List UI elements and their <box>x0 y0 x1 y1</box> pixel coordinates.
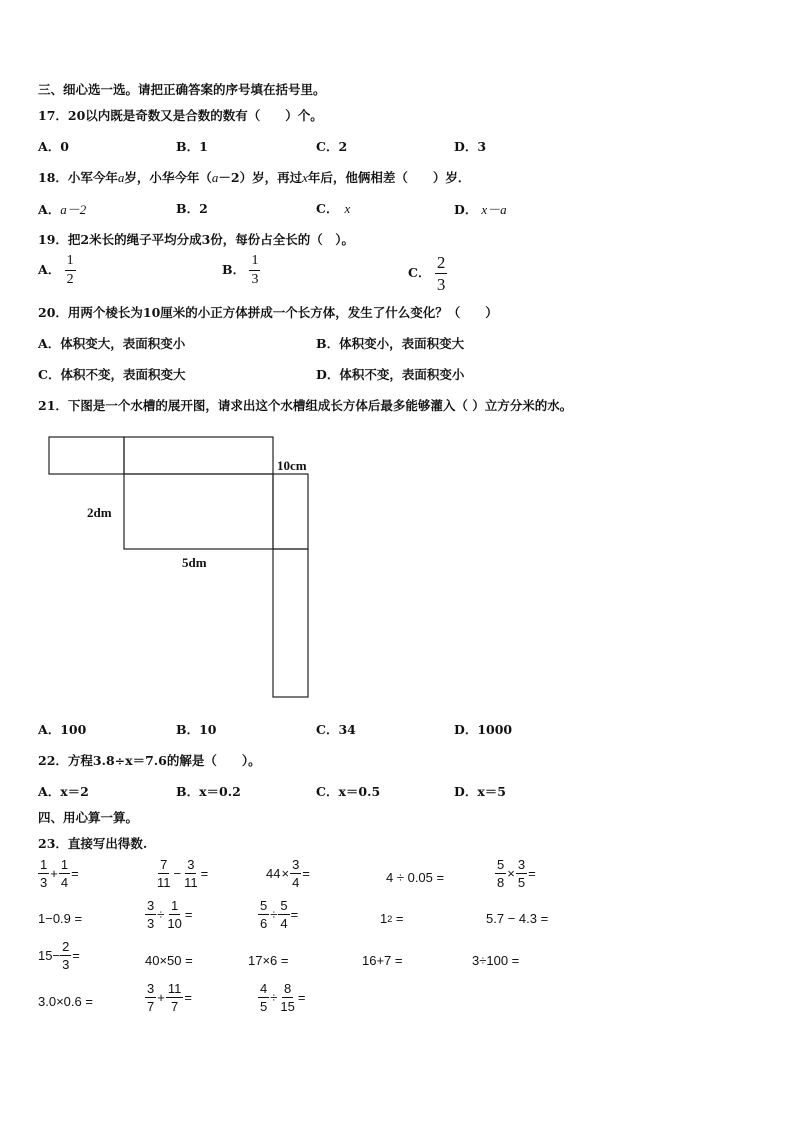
operator: × <box>281 866 290 881</box>
q18-option-a-letter: A． <box>38 202 61 217</box>
fraction-numerator: 5 <box>280 898 288 913</box>
fraction-denominator: 4 <box>280 916 288 931</box>
question-19-stem: 19．把2米长的绳子平均分成3份，每份占全长的（ ）。 <box>38 232 355 247</box>
q18-var-x: x <box>302 170 308 185</box>
power-exponent: 2 <box>387 913 393 924</box>
calc-item <box>145 982 193 1013</box>
fraction-denominator: 15 <box>280 999 295 1014</box>
fraction <box>278 899 289 930</box>
label-length: 5dm <box>182 555 207 570</box>
calc-item <box>38 858 80 889</box>
q22-option-a: A．x＝2 <box>38 784 89 799</box>
q18-option-a <box>38 199 86 218</box>
calc-item <box>258 899 299 930</box>
label-height: 10cm <box>277 458 307 473</box>
fraction-denominator: 3 <box>147 916 155 931</box>
fraction-denominator: 3 <box>40 875 48 890</box>
operator: ÷ <box>270 907 278 922</box>
section-title-4: 四、用心算一算。 <box>38 810 139 825</box>
fraction-numerator: 1 <box>170 898 179 913</box>
fraction-denominator: 5 <box>517 875 526 890</box>
fraction-denominator: 2 <box>66 272 74 287</box>
q17-option-c: C．2 <box>316 139 348 154</box>
q17-option-b: B．1 <box>176 139 208 154</box>
q17-option-a: A．0 <box>38 139 69 154</box>
q19-option-c-fraction <box>435 254 448 293</box>
q21-option-c: C．34 <box>316 722 356 737</box>
fraction-denominator: 11 <box>157 875 171 890</box>
fraction-numerator: 3 <box>187 857 195 872</box>
fraction-denominator: 3 <box>436 275 446 294</box>
fraction <box>145 899 156 930</box>
question-22-stem: 22．方程3.8÷x＝7.6的解是（ ）。 <box>38 753 261 768</box>
equals-sign: = <box>184 907 193 922</box>
fraction-numerator: 2 <box>436 253 446 272</box>
water-tank-net-diagram <box>30 425 330 705</box>
q20-option-a: A．体积变大，表面积变小 <box>38 336 186 351</box>
net-right-face <box>273 474 308 549</box>
calc-item: 3.0×0.6 = <box>38 994 93 1009</box>
question-18-stem <box>38 168 470 186</box>
q19-option-a-letter: A． <box>38 262 61 277</box>
question-17-stem: 17．20以内既是奇数又是合数的数有（ ）个。 <box>38 108 323 123</box>
calc-item: 3÷100 = <box>472 953 520 968</box>
q18-option-d-letter: D． <box>454 202 478 217</box>
calc-item <box>155 858 209 889</box>
equals-sign: = <box>200 866 209 881</box>
q20-option-d: D．体积不变，表面积变小 <box>316 367 465 382</box>
q18-stem-part-2: 岁，小华今年（ <box>124 170 212 185</box>
fraction-numerator: 7 <box>160 857 168 872</box>
calc-item: 4 ÷ 0.05 = <box>386 870 445 885</box>
fraction-numerator: 1 <box>249 254 260 271</box>
q22-option-d: D．x＝5 <box>454 784 506 799</box>
calc-item <box>495 858 537 889</box>
calc-item <box>266 858 311 889</box>
q18-option-c-text: x <box>344 201 351 216</box>
q18-option-d <box>454 199 507 218</box>
fraction-numerator: 2 <box>62 939 70 954</box>
q21-option-b: B．10 <box>176 722 217 737</box>
fraction-denominator: 4 <box>60 875 69 890</box>
fraction-numerator: 1 <box>65 254 76 271</box>
q18-option-c-letter: C． <box>316 201 339 216</box>
fraction <box>60 940 71 971</box>
q19-option-c <box>408 254 447 293</box>
calc-item: 16+7 = <box>362 953 403 968</box>
q18-var-a-2: a <box>211 170 219 185</box>
fraction-numerator: 8 <box>283 981 292 996</box>
fraction <box>59 858 70 889</box>
fraction <box>182 858 200 889</box>
equals-sign: = <box>290 907 299 922</box>
net-base-face <box>124 474 273 549</box>
q21-option-d: D．1000 <box>454 722 513 737</box>
equals-sign: = <box>528 866 536 881</box>
q18-stem-part-4: 年后，他俩相差（ ）岁． <box>307 170 471 185</box>
operator: + <box>157 990 165 1005</box>
net-top-left-face <box>49 437 124 474</box>
q18-option-a-text: a－2 <box>60 202 87 217</box>
fraction-denominator: 7 <box>170 999 179 1014</box>
fraction-denominator: 7 <box>147 999 155 1014</box>
power-base: 1 <box>380 911 388 926</box>
q20-option-c: C．体积不变，表面积变大 <box>38 367 186 382</box>
q18-option-c <box>316 199 350 217</box>
fraction <box>516 858 527 889</box>
fraction <box>495 858 506 889</box>
fraction <box>290 858 301 889</box>
fraction-denominator: 11 <box>184 875 198 890</box>
q18-option-b-text: 2 <box>199 201 208 216</box>
q19-option-c-letter: C． <box>408 265 431 280</box>
fraction-numerator: 3 <box>292 857 300 872</box>
q18-option-b <box>176 199 208 217</box>
calc-item: 5.7 − 4.3 = <box>486 911 549 926</box>
calc-item: 17×6 = <box>248 953 289 968</box>
calc-item <box>145 899 193 930</box>
question-21-stem: 21．下图是一个水槽的展开图，请求出这个水槽组成长方体后最多能够灌入（ ）立方分米的水。 <box>38 398 573 413</box>
q20-option-b: B．体积变小，表面积变大 <box>316 336 465 351</box>
equals-sign: = <box>184 990 192 1005</box>
fraction <box>165 899 183 930</box>
fraction <box>258 982 269 1013</box>
q18-stem-part-3: －2）岁，再过 <box>218 170 303 185</box>
net-long-face <box>273 549 308 697</box>
fraction <box>166 982 184 1013</box>
calc-item: 1−0.9 = <box>38 911 83 926</box>
calc-item <box>258 982 306 1013</box>
q21-option-a: A．100 <box>38 722 87 737</box>
q22-option-b: B．x＝0.2 <box>176 784 241 799</box>
calc-item <box>380 911 403 926</box>
equals-sign: = <box>297 990 306 1005</box>
fraction <box>155 858 173 889</box>
equals-sign: = <box>72 948 80 963</box>
fraction-denominator: 6 <box>260 916 268 931</box>
question-20-stem: 20．用两个棱长为10厘米的小正方体拼成一个长方体，发生了什么变化？（ ） <box>38 305 498 320</box>
equals-sign: = <box>302 866 310 881</box>
q18-option-b-letter: B． <box>176 201 200 216</box>
operand: 44 <box>266 866 281 881</box>
fraction-numerator: 5 <box>260 898 268 913</box>
fraction-numerator: 4 <box>260 981 268 996</box>
section-title-3: 三、细心选一选。请把正确答案的序号填在括号里。 <box>38 82 326 97</box>
operator: ÷ <box>157 907 165 922</box>
fraction-numerator: 11 <box>167 981 182 996</box>
q18-stem-part-1: 18．小军今年 <box>38 170 118 185</box>
operator: ÷ <box>270 990 278 1005</box>
q18-var-a: a <box>117 170 125 185</box>
fraction-numerator: 3 <box>147 981 155 996</box>
calc-item: 40×50 = <box>145 953 193 968</box>
fraction-numerator: 1 <box>40 857 48 872</box>
q22-option-c: C．x＝0.5 <box>316 784 381 799</box>
net-top-face <box>124 437 273 474</box>
q19-option-b-letter: B． <box>222 262 246 277</box>
equals-sign: = <box>392 911 404 926</box>
q19-option-b <box>222 254 260 287</box>
operator: − <box>173 866 182 881</box>
fraction <box>38 858 49 889</box>
label-width: 2dm <box>87 505 112 520</box>
fraction-denominator: 4 <box>292 875 300 890</box>
operand: 15− <box>38 948 61 963</box>
q17-option-d: D．3 <box>454 139 487 154</box>
fraction-denominator: 10 <box>167 916 182 931</box>
fraction-denominator: 3 <box>62 957 70 972</box>
fraction <box>278 982 296 1013</box>
operator: × <box>507 866 515 881</box>
fraction-numerator: 5 <box>497 857 505 872</box>
fraction-numerator: 3 <box>147 898 155 913</box>
fraction-denominator: 5 <box>260 999 268 1014</box>
equals-sign: = <box>71 866 79 881</box>
q19-option-a <box>38 254 76 287</box>
calc-item <box>38 940 81 971</box>
fraction-numerator: 3 <box>517 857 526 872</box>
question-23-stem: 23．直接写出得数. <box>38 836 148 851</box>
operator: + <box>50 866 58 881</box>
q18-option-d-text: x－a <box>481 202 507 217</box>
fraction <box>258 899 269 930</box>
fraction-denominator: 8 <box>497 875 505 890</box>
fraction-numerator: 1 <box>60 857 69 872</box>
q19-option-a-fraction <box>65 254 76 287</box>
q19-option-b-fraction <box>249 254 260 287</box>
fraction <box>145 982 156 1013</box>
fraction-denominator: 3 <box>251 272 259 287</box>
